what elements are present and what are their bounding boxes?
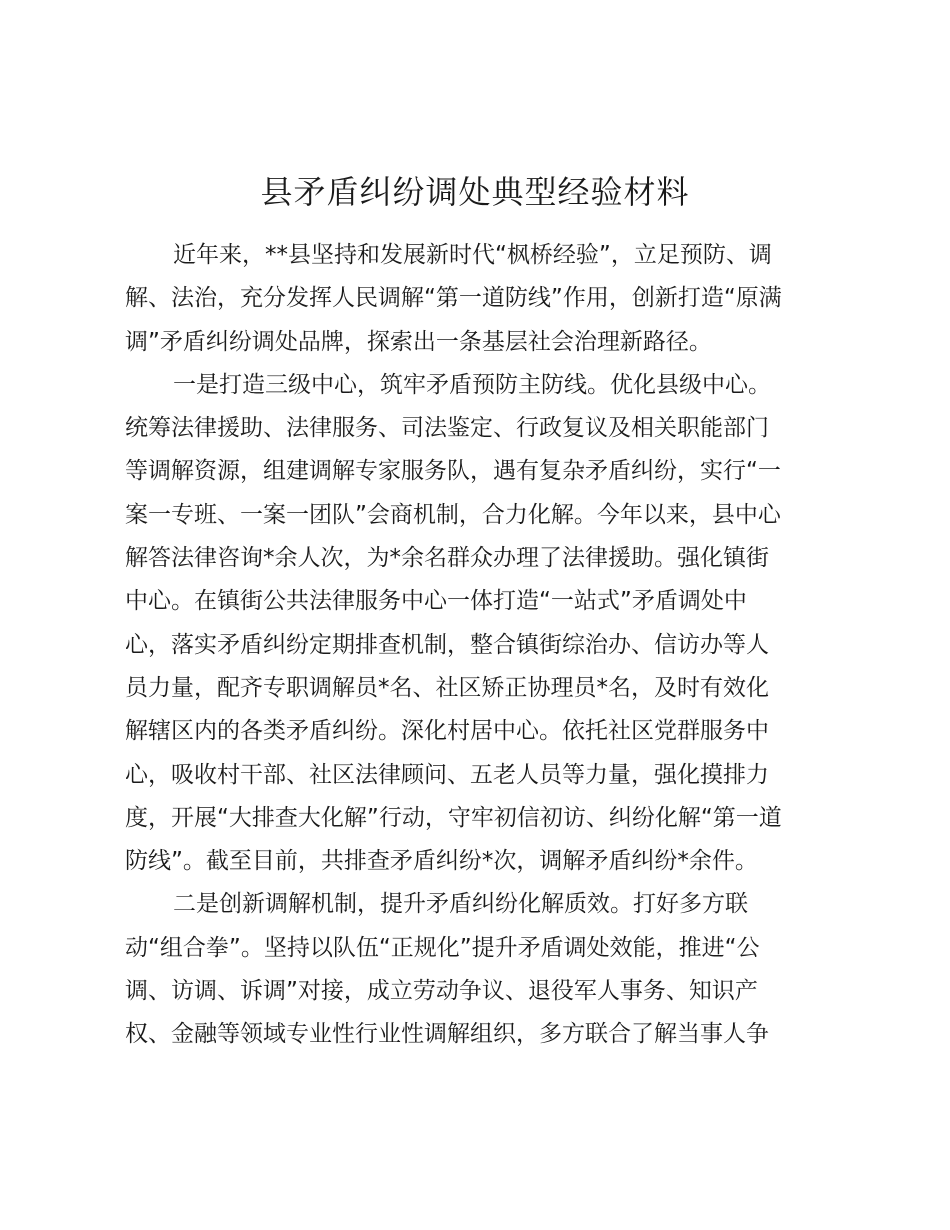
paragraph-2-line-1: 一是打造三级中心，筑牢矛盾预防主防线。优化县级中心。 bbox=[173, 371, 771, 398]
paragraph-3-line-1: 二是创新调解机制，提升矛盾纠纷化解质效。打好多方联 bbox=[173, 891, 748, 918]
document-body bbox=[125, 234, 825, 1057]
paragraph-2-line-12: 防线”。截至目前，共排查矛盾纠纷*次，调解矛盾纠纷*余件。 bbox=[125, 848, 758, 875]
paragraph-2-line-6: 中心。在镇街公共法律服务中心一体打造“一站式”矛盾调处中 bbox=[125, 588, 747, 615]
document-title: 县矛盾纠纷调处典型经验材料 bbox=[260, 173, 690, 211]
paragraph-3-line-2: 动“组合拳”。坚持以队伍“正规化”提升矛盾调处效能，推进“公 bbox=[125, 934, 760, 961]
paragraph-1-line-3: 调”矛盾纠纷调处品牌，探索出一条基层社会治理新路径。 bbox=[125, 328, 712, 355]
paragraph-2-line-7: 心，落实矛盾纠纷定期排查机制，整合镇街综治办、信访办等人 bbox=[125, 631, 769, 658]
paragraph-2-line-8: 员力量，配齐专职调解员*名、社区矫正协理员*名，及时有效化 bbox=[125, 674, 769, 701]
paragraph-3-line-4: 权、金融等领域专业性行业性调解组织，多方联合了解当事人争 bbox=[125, 1021, 769, 1048]
paragraph-3-line-3: 调、访调、诉调”对接，成立劳动争议、退役军人事务、知识产 bbox=[125, 978, 758, 1005]
paragraph-2-line-4: 案一专班、一案一团队”会商机制，合力化解。今年以来，县中心 bbox=[125, 501, 781, 528]
paragraph-1-line-2: 解、法治，充分发挥人民调解“第一道防线”作用，创新打造“原满 bbox=[125, 285, 782, 312]
paragraph-2-line-11: 度，开展“大排查大化解”行动，守牢初信初访、纠纷化解“第一道 bbox=[125, 804, 782, 831]
paragraph-2-line-10: 心，吸收村干部、社区法律顾问、五老人员等力量，强化摸排力 bbox=[125, 761, 769, 788]
paragraph-2-line-3: 等调解资源，组建调解专家服务队，遇有复杂矛盾纠纷，实行“一 bbox=[125, 458, 781, 485]
paragraph-2-line-2: 统筹法律援助、法律服务、司法鉴定、行政复议及相关职能部门 bbox=[125, 415, 769, 442]
paragraph-2-line-9: 解辖区内的各类矛盾纠纷。深化村居中心。依托社区党群服务中 bbox=[125, 718, 769, 745]
paragraph-2-line-5: 解答法律咨询*余人次，为*余名群众办理了法律援助。强化镇街 bbox=[125, 545, 769, 572]
paragraph-1-line-1: 近年来，**县坚持和发展新时代“枫桥经验”，立足预防、调 bbox=[173, 242, 772, 268]
